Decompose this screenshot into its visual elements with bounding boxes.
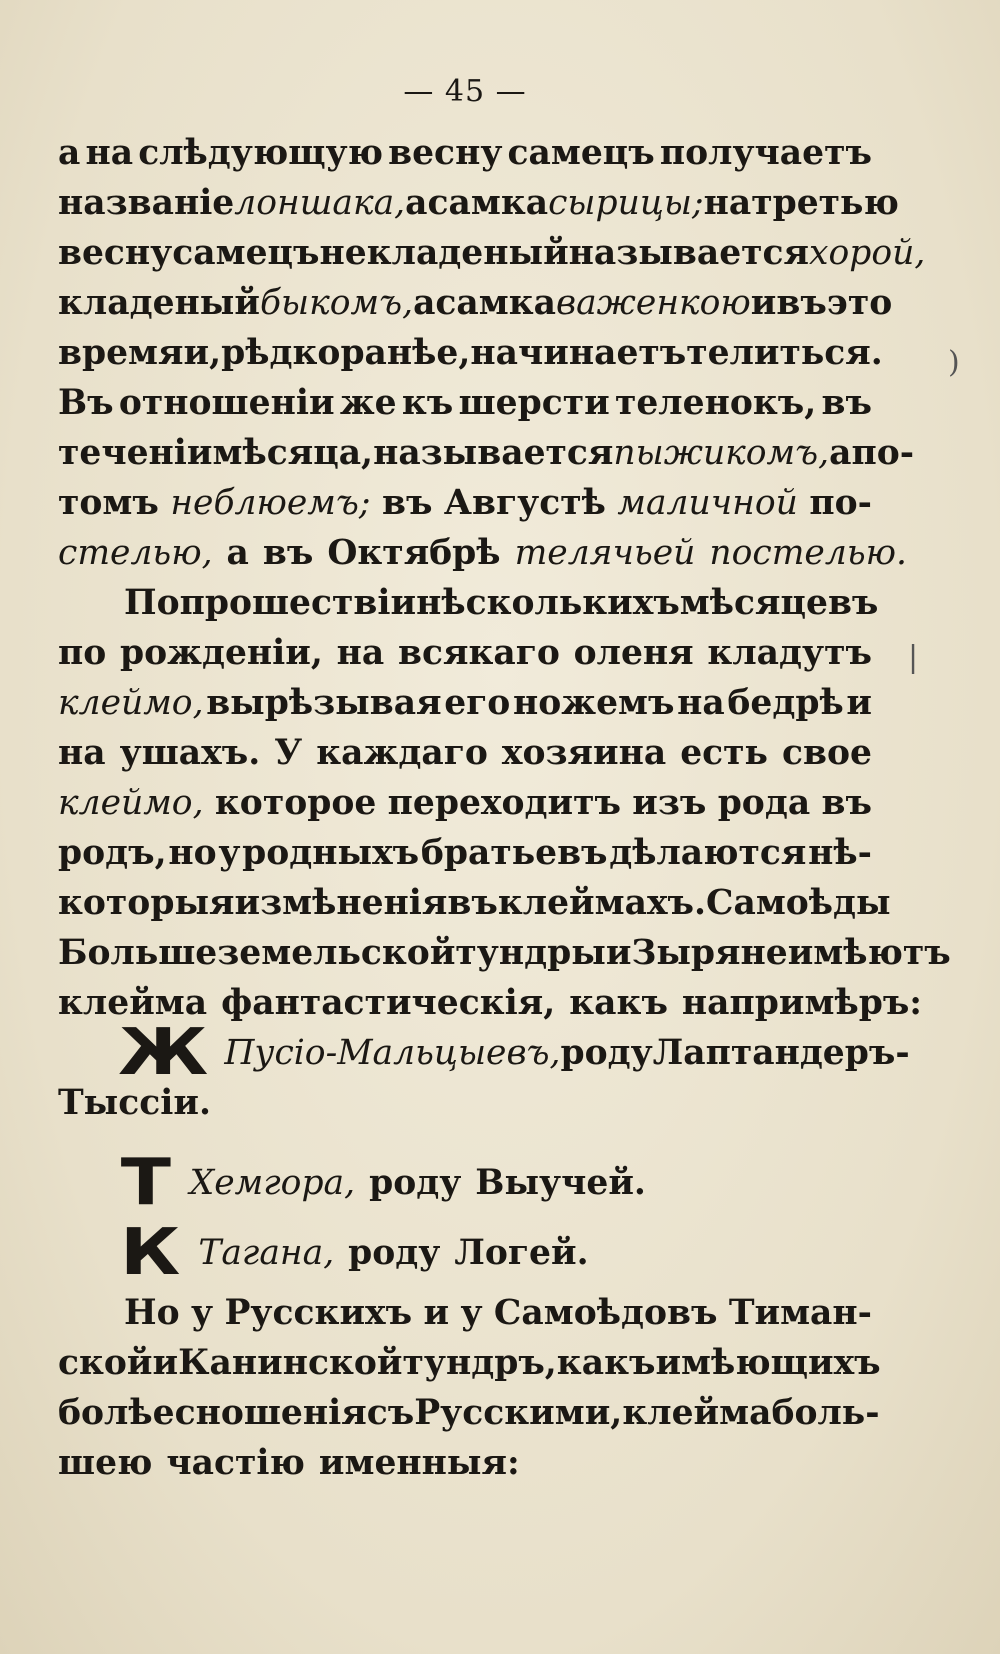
word: мѣсяца, bbox=[212, 433, 374, 473]
text-line bbox=[58, 178, 899, 228]
word: какъ bbox=[556, 1343, 656, 1383]
text-line bbox=[58, 828, 872, 878]
word: его bbox=[444, 683, 511, 723]
word: бедрѣ bbox=[727, 683, 844, 723]
word: клеймахъ. bbox=[497, 883, 706, 923]
text-line bbox=[58, 1338, 881, 1388]
word: начинаетъ bbox=[470, 333, 687, 373]
word: шерсти bbox=[458, 383, 610, 423]
word: на bbox=[703, 183, 752, 223]
word: Тиман- bbox=[728, 1293, 872, 1333]
word: въ bbox=[447, 883, 498, 923]
word: это bbox=[826, 283, 893, 323]
word: Въ bbox=[58, 383, 114, 423]
word: ской bbox=[58, 1343, 153, 1383]
word: каждаго bbox=[316, 733, 488, 773]
text-line bbox=[58, 128, 872, 178]
word: Канинской bbox=[178, 1343, 403, 1383]
paragraph-2 bbox=[58, 578, 951, 1028]
brand-mark-caption bbox=[190, 1158, 872, 1208]
word: и bbox=[423, 1293, 450, 1333]
word: родныхъ bbox=[242, 833, 420, 873]
text-line bbox=[58, 278, 893, 328]
word: рода bbox=[717, 783, 811, 823]
text-line bbox=[58, 878, 891, 928]
brand-mark-caption bbox=[224, 1028, 909, 1078]
text-line bbox=[58, 228, 926, 278]
word: у bbox=[218, 833, 241, 873]
word: нѣ- bbox=[808, 833, 872, 873]
word: самка bbox=[435, 283, 557, 323]
brand-mark-row bbox=[58, 1148, 872, 1218]
word: въ bbox=[776, 283, 827, 323]
word: ушахъ. bbox=[119, 733, 261, 773]
word: третью bbox=[751, 183, 899, 223]
word: нѣсколькихъ bbox=[416, 583, 680, 623]
word: а bbox=[829, 433, 852, 473]
brand-mark-list bbox=[58, 1016, 910, 1290]
word: роду bbox=[560, 1033, 653, 1073]
word: Большеземельской bbox=[58, 933, 456, 973]
word: рѣдко bbox=[221, 333, 341, 373]
word: Выучей. bbox=[475, 1163, 646, 1203]
word: хозяина bbox=[501, 733, 667, 773]
word: которое bbox=[214, 783, 377, 823]
word: и bbox=[846, 683, 872, 723]
word: какъ bbox=[569, 983, 668, 1023]
word: теленокъ, bbox=[614, 383, 817, 423]
owner-name: Хемгора, bbox=[189, 1163, 356, 1203]
text-line bbox=[58, 628, 872, 678]
italic-term: быкомъ, bbox=[259, 283, 414, 323]
word: ножемъ bbox=[512, 683, 675, 723]
italic-term: клеймо, bbox=[58, 783, 204, 823]
text-line bbox=[58, 428, 915, 478]
text-line bbox=[58, 1388, 880, 1438]
word: въ bbox=[821, 783, 872, 823]
page-number: — 45 — bbox=[403, 74, 527, 109]
margin-mark: | bbox=[908, 640, 919, 675]
margin-mark: ) bbox=[948, 345, 960, 380]
word: въ bbox=[262, 533, 314, 573]
word: и bbox=[750, 283, 777, 323]
word: весну bbox=[58, 233, 173, 273]
word: по bbox=[58, 633, 107, 673]
brand-mark-caption bbox=[198, 1228, 872, 1278]
word: братьевъ bbox=[420, 833, 608, 873]
word: а bbox=[58, 133, 81, 173]
italic-term: постелью. bbox=[709, 533, 907, 573]
word: клейма bbox=[622, 1393, 772, 1433]
word: по- bbox=[851, 433, 915, 473]
italic-term: маличной bbox=[617, 483, 798, 523]
italic-term: пыжикомъ, bbox=[613, 433, 830, 473]
text-line bbox=[58, 1438, 872, 1488]
paragraph-1 bbox=[58, 128, 926, 578]
text-line bbox=[58, 478, 872, 528]
word: Логей. bbox=[454, 1233, 589, 1273]
word: частію bbox=[166, 1443, 305, 1483]
word: самецъ bbox=[172, 233, 320, 273]
word: у bbox=[191, 1293, 214, 1333]
word: шею bbox=[58, 1443, 153, 1483]
word: а bbox=[413, 283, 436, 323]
word: Самоѣдовъ bbox=[493, 1293, 718, 1333]
italic-term: неблюемъ; bbox=[170, 483, 371, 523]
word: Октябрѣ bbox=[327, 533, 501, 573]
italic-term: сырицы; bbox=[548, 183, 704, 223]
word: дѣлаются bbox=[609, 833, 807, 873]
italic-term: клеймо, bbox=[58, 683, 204, 723]
word: роду bbox=[348, 1233, 441, 1273]
word: телиться. bbox=[686, 333, 883, 373]
word: свое bbox=[782, 733, 872, 773]
word: боль- bbox=[771, 1393, 880, 1433]
word: съ bbox=[366, 1393, 415, 1433]
word: клейма bbox=[58, 983, 208, 1023]
word: изъ bbox=[632, 783, 707, 823]
italic-term: стелью, bbox=[58, 533, 213, 573]
text-line bbox=[58, 728, 872, 778]
word: Августѣ bbox=[443, 483, 606, 523]
word: имѣютъ bbox=[787, 933, 951, 973]
word: кладутъ bbox=[707, 633, 872, 673]
word: у bbox=[460, 1293, 483, 1333]
word: переходитъ bbox=[387, 783, 621, 823]
word: и bbox=[152, 1343, 179, 1383]
word: Но bbox=[124, 1293, 180, 1333]
word: на bbox=[336, 633, 385, 673]
word: названіе bbox=[58, 183, 235, 223]
italic-term: лоншака, bbox=[234, 183, 406, 223]
text-line bbox=[58, 928, 951, 978]
word: сношенія bbox=[174, 1393, 367, 1433]
word: напримѣръ: bbox=[681, 983, 923, 1023]
word: есть bbox=[680, 733, 768, 773]
word: Тыссіи. bbox=[58, 1083, 211, 1123]
word: именныя: bbox=[318, 1443, 520, 1483]
word: У bbox=[274, 733, 303, 773]
word: некладеный bbox=[319, 233, 569, 273]
word: время bbox=[58, 333, 184, 373]
word: къ bbox=[401, 383, 454, 423]
brand-mark-row bbox=[58, 1016, 910, 1090]
text-line bbox=[58, 778, 872, 828]
word: прошествіи bbox=[179, 583, 417, 623]
word: кладеный bbox=[58, 283, 260, 323]
word: самецъ bbox=[507, 133, 655, 173]
word: По bbox=[124, 583, 180, 623]
word: на bbox=[85, 133, 134, 173]
word: по- bbox=[809, 483, 872, 523]
word: слѣдующую bbox=[138, 133, 384, 173]
word: называется bbox=[568, 233, 810, 273]
word: въ bbox=[381, 483, 433, 523]
word: а bbox=[226, 533, 249, 573]
word: и bbox=[605, 933, 632, 973]
word: всякаго bbox=[398, 633, 560, 673]
brand-mark-glyph: К bbox=[120, 1216, 181, 1290]
italic-term: хорой, bbox=[809, 233, 926, 273]
word: на bbox=[677, 683, 725, 723]
word: вырѣзывая bbox=[206, 683, 442, 723]
word: называется bbox=[373, 433, 614, 473]
text-line bbox=[58, 678, 872, 728]
word: рожденіи, bbox=[120, 633, 323, 673]
word: роду bbox=[369, 1163, 462, 1203]
word: теченіи bbox=[58, 433, 213, 473]
word: ранѣе, bbox=[340, 333, 471, 373]
owner-name: Пусіо-Мальцыевъ, bbox=[224, 1033, 561, 1073]
word: которыя bbox=[58, 883, 235, 923]
word: Русскихъ bbox=[224, 1293, 413, 1333]
text-line bbox=[58, 378, 872, 428]
word: получаетъ bbox=[659, 133, 872, 173]
text-line bbox=[58, 528, 907, 578]
brand-mark-glyph: Т bbox=[120, 1146, 171, 1220]
text-line bbox=[58, 578, 879, 628]
word: самка bbox=[427, 183, 549, 223]
word: родъ, bbox=[58, 833, 167, 873]
word: тундръ, bbox=[402, 1343, 557, 1383]
word: а bbox=[405, 183, 428, 223]
body-text bbox=[58, 128, 951, 1488]
word: весну bbox=[388, 133, 503, 173]
italic-term: важенкою bbox=[556, 283, 751, 323]
word: мѣсяцевъ bbox=[679, 583, 879, 623]
word: болѣе bbox=[58, 1393, 175, 1433]
word: въ bbox=[821, 383, 872, 423]
word: имѣющихъ bbox=[655, 1343, 881, 1383]
paragraph-3 bbox=[58, 1288, 881, 1488]
brand-mark-glyph: Ж bbox=[118, 1016, 209, 1090]
word: но bbox=[168, 833, 217, 873]
italic-term: телячьей bbox=[514, 533, 696, 573]
text-line bbox=[58, 1288, 872, 1338]
word: томъ bbox=[58, 483, 159, 523]
brand-mark-row bbox=[58, 1218, 872, 1288]
word: и, bbox=[183, 333, 222, 373]
owner-name: Тагана, bbox=[198, 1233, 335, 1273]
word: Русскими, bbox=[414, 1393, 623, 1433]
word: Зыряне bbox=[631, 933, 788, 973]
word: отношеніи bbox=[118, 383, 335, 423]
word: же bbox=[339, 383, 397, 423]
word: на bbox=[58, 733, 106, 773]
word: тундры bbox=[455, 933, 606, 973]
text-line bbox=[58, 328, 883, 378]
word: фантастическія, bbox=[221, 983, 556, 1023]
word: Самоѣды bbox=[706, 883, 891, 923]
word: оленя bbox=[573, 633, 694, 673]
word: измѣненія bbox=[234, 883, 448, 923]
word: Лаптандеръ- bbox=[652, 1033, 910, 1073]
